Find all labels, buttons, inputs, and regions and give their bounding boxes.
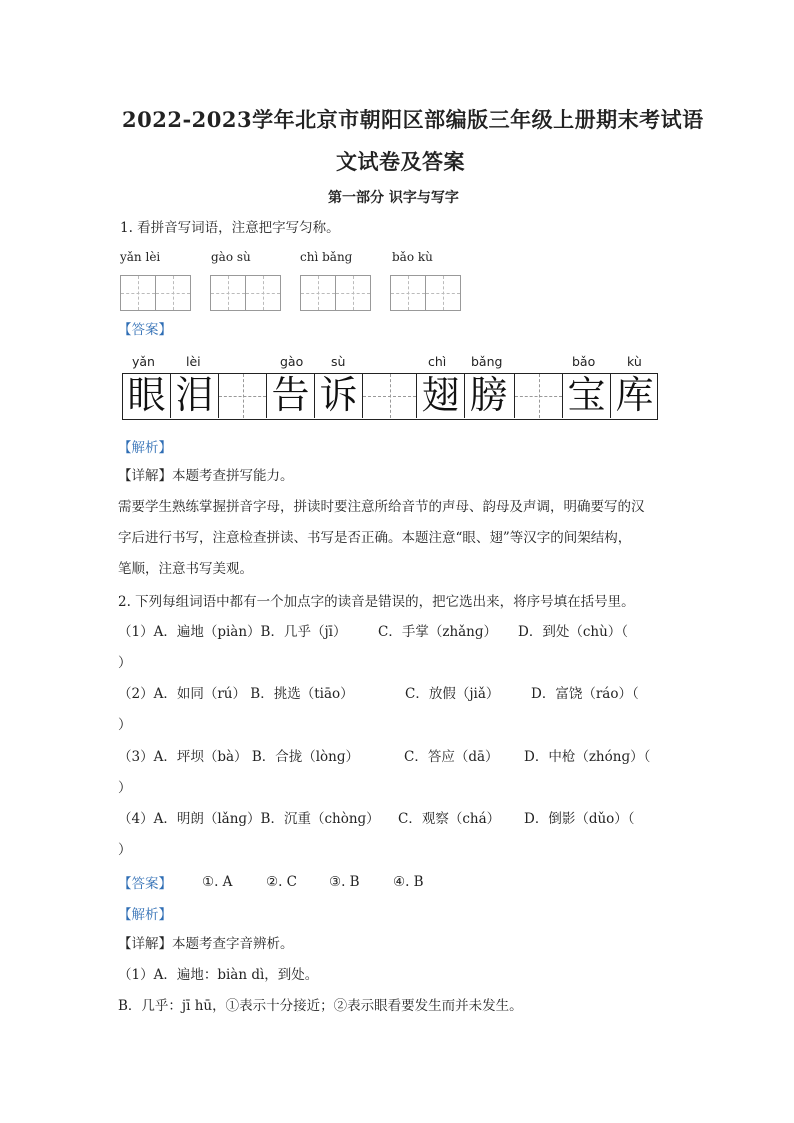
answer-item: ②. C (266, 874, 298, 890)
answer-char: 诉 (319, 373, 358, 417)
pinyin-2: gào sù (211, 250, 251, 264)
option-row-4: （4）A．明朗（lǎnɡ）B．沉重（chònɡ） (118, 811, 380, 827)
answer-pinyin: gào (280, 354, 304, 369)
answer-pinyin: chì (428, 354, 447, 369)
blank-close-2: ） (118, 717, 132, 733)
grid-cell[interactable] (245, 275, 281, 311)
answer-char: 库 (615, 373, 654, 417)
blank-close-1: ） (118, 655, 132, 671)
answer-char: 泪 (175, 373, 214, 417)
blank-close-4: ） (118, 842, 132, 858)
answer-cell-blank (219, 374, 267, 418)
answer-item: ③. B (329, 874, 360, 890)
answer-tag-1: 【答案】 (118, 322, 172, 338)
grid-cell[interactable] (390, 275, 426, 311)
analysis-line: （1）A．遍地：biàn dì，到处。 (118, 967, 319, 983)
grid-cell[interactable] (335, 275, 371, 311)
option-d-4: D．倒影（dǔo）（ (524, 811, 635, 827)
answer-char: 宝 (567, 373, 606, 417)
pinyin-3: chì bǎnɡ (300, 250, 353, 264)
page-title-line2: 文试卷及答案 (336, 149, 465, 174)
grid-cell[interactable] (155, 275, 191, 311)
analysis-tag-1: 【解析】 (118, 440, 172, 456)
page-title-line1: 2022-2023学年北京市朝阳区部编版三年级上册期末考试语 (122, 107, 704, 132)
option-c-1: C．手掌（zhǎnɡ） (378, 624, 498, 640)
answer-pinyin: lèi (186, 354, 201, 369)
option-c-2: C．放假（jiǎ） (405, 686, 500, 702)
analysis-tag-2: 【解析】 (118, 907, 172, 923)
grid-cell[interactable] (300, 275, 336, 311)
answer-char: 告 (271, 373, 310, 417)
explanation-line: 笔顺，注意书写美观。 (118, 561, 253, 577)
grid-cell[interactable] (210, 275, 246, 311)
section-heading: 第一部分 识字与写字 (328, 190, 459, 206)
answer-cell-blank (515, 374, 563, 418)
answer-char: 膀 (469, 373, 508, 417)
answer-pinyin: sù (331, 354, 346, 369)
blank-close-3: ） (118, 780, 132, 796)
question-1-text: 1. 看拼音写词语，注意把字写匀称。 (120, 220, 340, 236)
option-d-2: D．富饶（ráo）（ (531, 686, 639, 702)
detail-1: 【详解】本题考查拼写能力。 (118, 468, 294, 484)
answer-pinyin: yǎn (132, 354, 155, 369)
answer-char: 眼 (127, 373, 166, 417)
question-2-text: 2. 下列每组词语中都有一个加点字的读音是错误的，把它选出来，将序号填在括号里。 (118, 594, 635, 610)
option-row-1: （1）A．遍地（piàn）B．几乎（jī） (118, 624, 347, 640)
option-c-4: C．观察（chá） (398, 811, 501, 827)
option-d-3: D．中枪（zhónɡ）（ (524, 749, 651, 765)
pinyin-4: bǎo kù (392, 250, 433, 264)
answer-tag-2: 【答案】 (118, 876, 172, 892)
option-row-2: （2）A．如同（rú） B．挑选（tiāo） (118, 686, 354, 702)
answer-pinyin: bǎng (471, 354, 503, 369)
answer-pinyin: kù (627, 354, 642, 369)
option-c-3: C．答应（dā） (404, 749, 499, 765)
grid-cell[interactable] (425, 275, 461, 311)
answer-grid (122, 373, 658, 420)
explanation-line: 字后进行书写，注意检查拼读、书写是否正确。本题注意“眼、翅”等汉字的间架结构， (118, 530, 632, 546)
explanation-line: 需要学生熟练掌握拼音字母，拼读时要注意所给音节的声母、韵母及声调，明确要写的汉 (118, 499, 645, 515)
answer-item: ④. B (393, 874, 424, 890)
analysis-line: B．几乎：jī hū，①表示十分接近；②表示眼看要发生而并未发生。 (118, 998, 523, 1014)
option-row-3: （3）A．坪坝（bà） B．合拢（lònɡ） (118, 749, 360, 765)
grid-cell[interactable] (120, 275, 156, 311)
detail-2: 【详解】本题考查字音辨析。 (118, 936, 294, 952)
answer-item: ①. A (202, 874, 233, 890)
answer-char: 翅 (421, 373, 460, 417)
option-d-1: D．到处（chù）（ (518, 624, 629, 640)
answer-cell-blank (363, 374, 417, 418)
answer-pinyin: bǎo (572, 354, 596, 369)
pinyin-1: yǎn lèi (120, 250, 161, 264)
